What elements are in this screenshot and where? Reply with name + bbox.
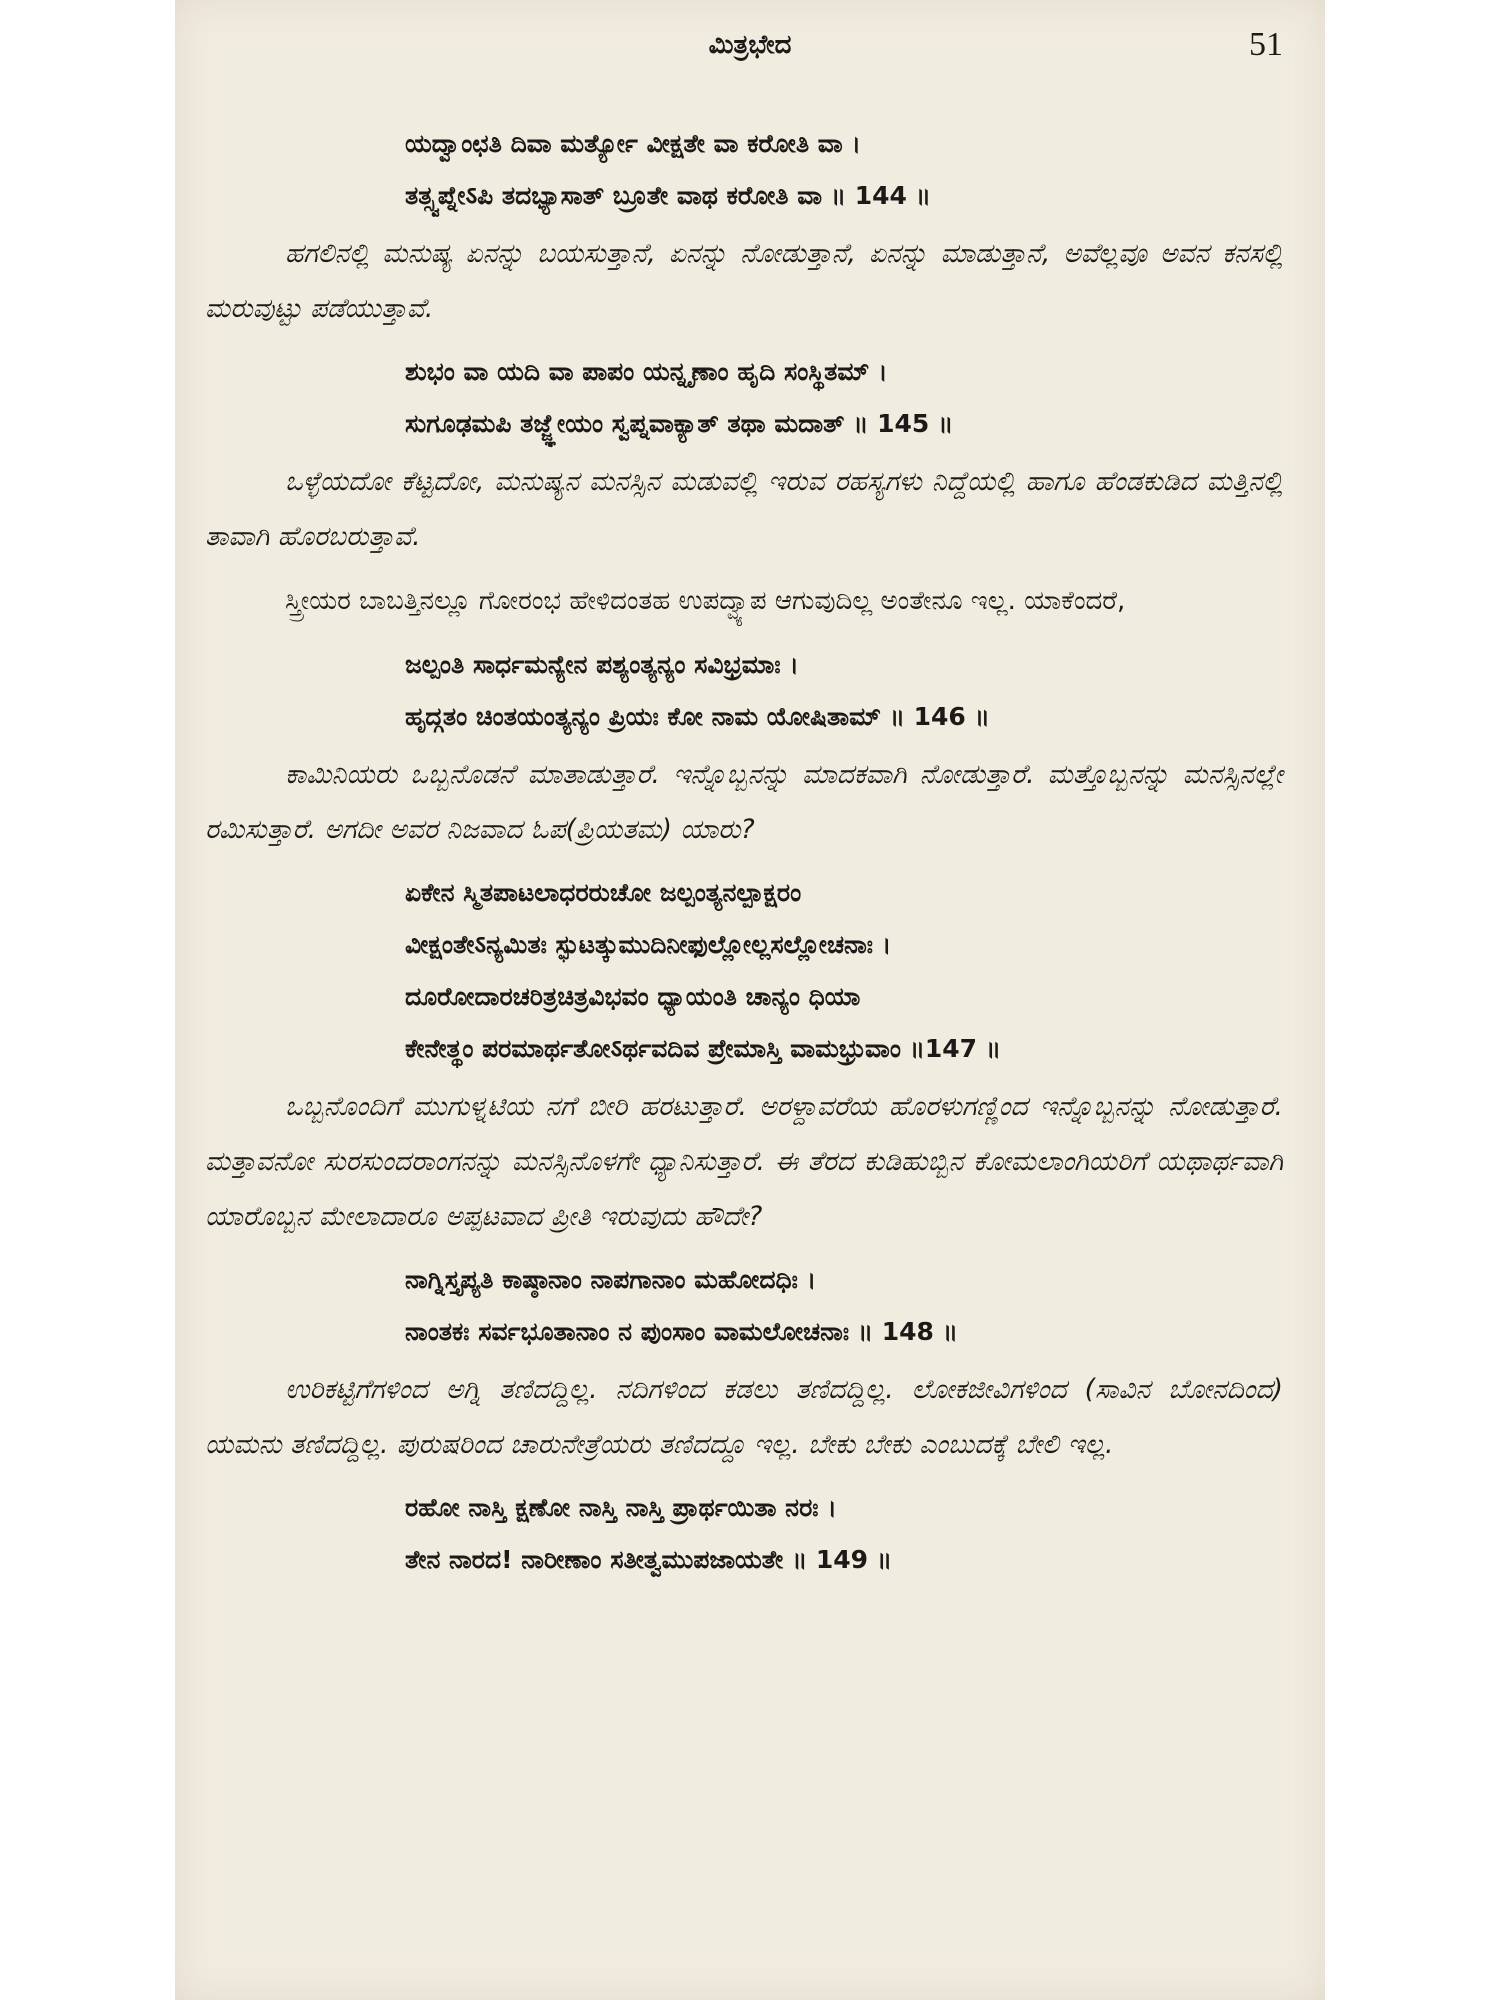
- verse-line: ನಾಗ್ನಿಸ್ತೃಪ್ಯತಿ ಕಾಷ್ಠಾನಾಂ ನಾಪಗಾನಾಂ ಮಹೋದಧಿಃ ।: [405, 1265, 817, 1294]
- verse-block: [205, 1254, 1283, 1358]
- translation-paragraph: ಉರಿಕಟ್ಟಿಗೆಗಳಿಂದ ಅಗ್ನಿ ತಣಿದದ್ದಿಲ್ಲ. ನದಿಗಳಿಂದ ಕಡಲು ತಣಿದದ್ದಿಲ್ಲ. ಲೋಕಜೀವಿಗಳಿಂದ (ಸಾವಿನ ಬೋನದಿಂದ) ಯಮನು ತಣಿದದ್ದಿಲ್ಲ. ಪುರುಷರಿಂದ ಚಾರುನೇತ್ರೆಯರು ತಣಿದದ್ದೂ ಇಲ್ಲ. ಬೇಕು ಬೇಕು ಎಂಬುದಕ್ಕೆ ಬೇಲಿ ಇಲ್ಲ.: [205, 1374, 1283, 1460]
- verse-line: ಹೃದ್ಗತಂ ಚಿಂತಯಂತ್ಯನ್ಯಂ ಪ್ರಿಯಃ ಕೋ ನಾಮ ಯೋಷಿತಾಮ್ ॥ 146 ॥: [405, 702, 990, 731]
- book-page: [175, 0, 1325, 2000]
- translation-paragraph: ಕಾಮಿನಿಯರು ಒಬ್ಬನೊಡನೆ ಮಾತಾಡುತ್ತಾರೆ. ಇನ್ನೊಬ್ಬನನ್ನು ಮಾದಕವಾಗಿ ನೋಡುತ್ತಾರೆ. ಮತ್ತೊಬ್ಬನನ್ನು ಮನಸ್ಸಿನಲ್ಲೇ ರಮಿಸುತ್ತಾರೆ. ಅಗದೀ ಅವರ ನಿಜವಾದ ಓಪ(ಪ್ರಿಯತಮ) ಯಾರು?: [205, 759, 1283, 845]
- translation-paragraph: ಹಗಲಿನಲ್ಲಿ ಮನುಷ್ಯ ಏನನ್ನು ಬಯಸುತ್ತಾನೆ, ಏನನ್ನು ನೋಡುತ್ತಾನೆ, ಏನನ್ನು ಮಾಡುತ್ತಾನೆ, ಅವೆಲ್ಲವೂ ಅವನ ಕನಸಲ್ಲಿ ಮರುವುಟ್ಟು ಪಡೆಯುತ್ತಾವೆ.: [205, 238, 1283, 324]
- verse-line: ತತ್ಸ್ವಪ್ನೇऽಪಿ ತದಭ್ಯಾಸಾತ್ ಬ್ರೂತೇ ವಾಥ ಕರೋತಿ ವಾ ॥ 144 ॥: [405, 181, 931, 210]
- verse-line: ನಾಂತಕಃ ಸರ್ವಭೂತಾನಾಂ ನ ಪುಂಸಾಂ ವಾಮಲೋಚನಾಃ ॥ 148 ॥: [405, 1317, 958, 1346]
- translation-paragraph: ಒಳ್ಳೆಯದೋ ಕೆಟ್ಟದೋ, ಮನುಷ್ಯನ ಮನಸ್ಸಿನ ಮಡುವಲ್ಲಿ ಇರುವ ರಹಸ್ಯಗಳು ನಿದ್ದೆಯಲ್ಲಿ ಹಾಗೂ ಹೆಂಡಕುಡಿದ ಮತ್ತಿನಲ್ಲಿ ತಾವಾಗಿ ಹೊರಬರುತ್ತಾವೆ.: [205, 466, 1283, 552]
- verse-line: ಯದ್ವಾಂಛತಿ ದಿವಾ ಮರ್ತ್ಯೋ ವೀಕ್ಷತೇ ವಾ ಕರೋತಿ ವಾ ।: [405, 129, 861, 158]
- verse-block: [205, 867, 1283, 1075]
- page-number: 51: [1249, 26, 1283, 63]
- verse-line: ದೂರೋದಾರಚರಿತ್ರಚಿತ್ರವಿಭವಂ ಧ್ಯಾಯಂತಿ ಚಾನ್ಯಂ ಧಿಯಾ: [405, 982, 861, 1011]
- running-head: [175, 26, 1325, 66]
- verse-line: ಏಕೇನ ಸ್ಮಿತಪಾಟಲಾಧರರುಚೋ ಜಲ್ಪಂತ್ಯನಲ್ಪಾಕ್ಷರಂ: [405, 878, 802, 907]
- verse-line: ತೇನ ನಾರದ! ನಾರೀಣಾಂ ಸತೀತ್ವಮುಪಜಾಯತೇ ॥ 149 ॥: [405, 1545, 893, 1574]
- verse-line: ಜಲ್ಪಂತಿ ಸಾರ್ಧಮನ್ಯೇನ ಪಶ್ಯಂತ್ಯನ್ಯಂ ಸವಿಭ್ರಮಾಃ ।: [405, 650, 799, 679]
- verse-line: ಕೇನೇತ್ಥಂ ಪರಮಾರ್ಥತೋऽರ್ಥವದಿವ ಪ್ರೇಮಾಸ್ತಿ ವಾಮಭ್ರುವಾಂ ॥147 ॥: [405, 1034, 1002, 1063]
- verse-line: ಸುಗೂಢಮಪಿ ತಜ್ಜ್ಞೇಯಂ ಸ್ವಪ್ನವಾಕ್ಯಾತ್ ತಥಾ ಮದಾತ್ ॥ 145 ॥: [405, 409, 954, 438]
- verse-line: ಶುಭಂ ವಾ ಯದಿ ವಾ ಪಾಪಂ ಯನ್ನೃಣಾಂ ಹೃದಿ ಸಂಸ್ಥಿತಮ್ ।: [405, 357, 888, 386]
- page-body: [205, 118, 1283, 1586]
- chapter-title: ಮಿತ್ರಭೇದ: [708, 30, 792, 60]
- verse-line: ವೀಕ್ಷಂತೇऽನ್ಯಮಿತಃ ಸ್ಫುಟತ್ಕುಮುದಿನೀಫುಲ್ಲೋಲ್ಲಸಲ್ಲೋಚನಾಃ ।: [405, 930, 892, 959]
- verse-block: [205, 346, 1283, 450]
- verse-block: [205, 118, 1283, 222]
- verse-line: ರಹೋ ನಾಸ್ತಿ ಕ್ಷಣೋ ನಾಸ್ತಿ ನಾಸ್ತಿ ಪ್ರಾರ್ಥಯಿತಾ ನರಃ ।: [405, 1493, 837, 1522]
- body-paragraph: ಸ್ತ್ರೀಯರ ಬಾಬತ್ತಿನಲ್ಲೂ ಗೋರಂಭ ಹೇಳಿದಂತಹ ಉಪದ್ವ್ಯಾಪ ಆಗುವುದಿಲ್ಲ ಅಂತೇನೂ ಇಲ್ಲ. ಯಾಕೆಂದರೆ,: [285, 586, 1126, 616]
- verse-block: [205, 639, 1283, 743]
- translation-paragraph: ಒಬ್ಬನೊಂದಿಗೆ ಮುಗುಳ್ನಟಿಯ ನಗೆ ಬೀರಿ ಹರಟುತ್ತಾರೆ. ಅರಳ್ದಾವರೆಯ ಹೊರಳುಗಣ್ಣಿಂದ ಇನ್ನೊಬ್ಬನನ್ನು ನೋಡುತ್ತಾರೆ. ಮತ್ತಾವನೋ ಸುರಸುಂದರಾಂಗನನ್ನು ಮನಸ್ಸಿನೊಳಗೇ ಧ್ಯಾನಿಸುತ್ತಾರೆ. ಈ ತೆರದ ಕುಡಿಹುಬ್ಬಿನ ಕೋಮಲಾಂಗಿಯರಿಗೆ ಯಥಾರ್ಥವಾಗಿ ಯಾರೊಬ್ಬನ ಮೇಲಾದಾರೂ ಅಪ್ಪಟವಾದ ಪ್ರೀತಿ ಇರುವುದು ಹೌದೇ?: [205, 1091, 1283, 1232]
- verse-block: [205, 1482, 1283, 1586]
